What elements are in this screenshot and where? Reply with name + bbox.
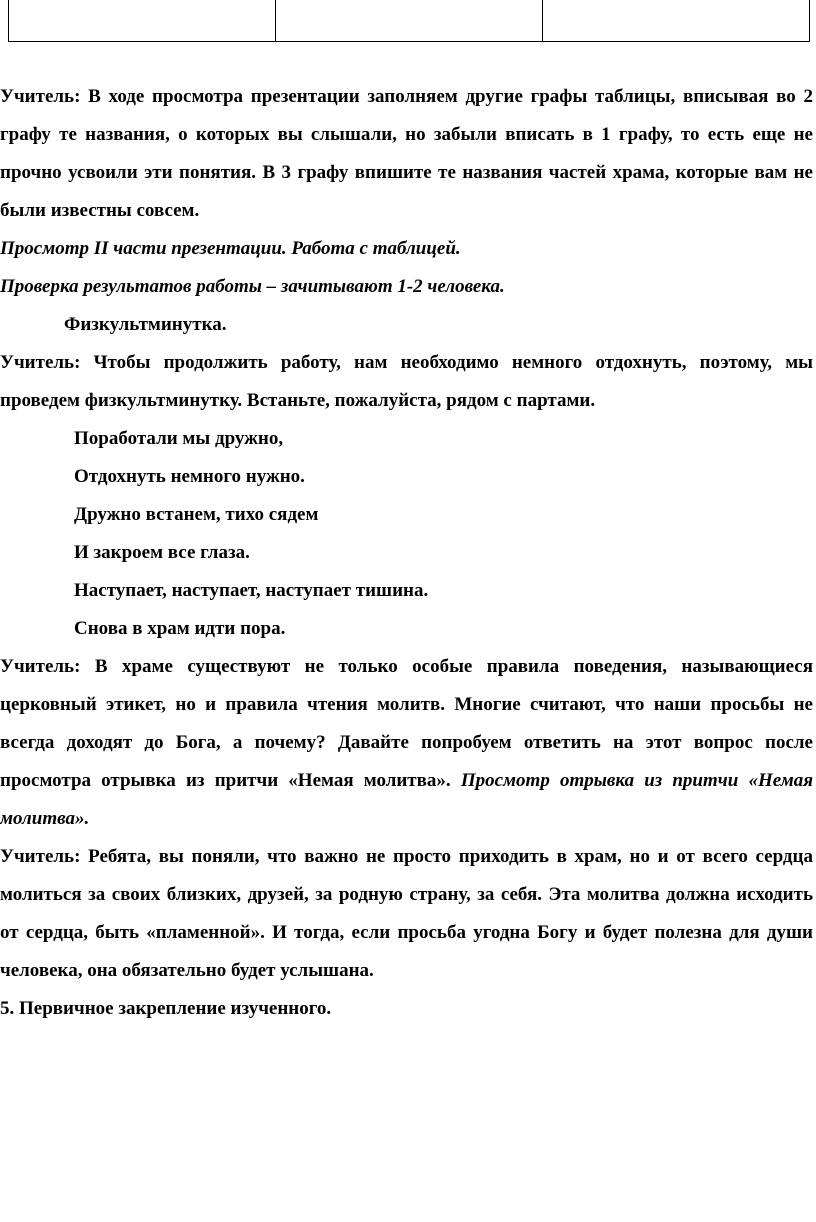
poem-line: Наступает, наступает, наступает тишина.: [74, 580, 429, 601]
heading-section-5: 5. Первичное закрепление изученного.: [0, 998, 332, 1019]
paragraph-text: В храме существуют не только особые правила поведения, называющиеся церковный этикет, но и правила чтения молитв. Многие считают, что наши просьбы не всегда доходят до Бога, а почему? Давайте попробуем ответить на этот вопрос после просмотра отрывка из притчи «Немая молитва».: [0, 656, 813, 791]
table-row: [9, 0, 810, 42]
document-body: [0, 78, 813, 1028]
table-bottom-row: [8, 0, 810, 42]
poem-line: Дружно встанем, тихо сядем: [74, 504, 319, 525]
instruction-check: Проверка результатов работы – зачитывают 1-2 человека.: [0, 276, 505, 297]
poem-line: Отдохнуть немного нужно.: [74, 466, 305, 487]
paragraph-teacher-prayer: [0, 648, 813, 838]
poem-line: И закроем все глаза.: [74, 542, 250, 563]
speaker-label: Учитель:: [0, 352, 81, 373]
instruction-parable: Просмотр отрывка из притчи «Немая молитва».: [0, 770, 814, 829]
poem-line: Поработали мы дружно,: [74, 428, 284, 449]
paragraph-text: В ходе просмотра презентации заполняем другие графы таблицы, вписывая во 2 графу те названия, о которых вы слышали, но забыли вписать в 1 графу, то есть еще не прочно усвоили эти понятия. В 3 графу впишите те названия частей храма, которые вам не были известны совсем.: [0, 86, 813, 221]
paragraph-teacher-table: [0, 78, 813, 230]
paragraph-teacher-rest: [0, 344, 813, 420]
table-cell-1: [9, 0, 276, 42]
paragraph-teacher-heart: [0, 838, 813, 990]
instruction-presentation: Просмотр II части презентации. Работа с таблицей.: [0, 238, 461, 259]
speaker-label: Учитель:: [0, 656, 81, 677]
paragraph-text: Чтобы продолжить работу, нам необходимо немного отдохнуть, поэтому, мы проведем физкультминутку. Встаньте, пожалуйста, рядом с партами.: [0, 352, 813, 411]
table-cell-3: [543, 0, 810, 42]
poem-line: Снова в храм идти пора.: [74, 618, 286, 639]
paragraph-text: Ребята, вы поняли, что важно не просто приходить в храм, но и от всего сердца молиться за своих близких, друзей, за родную страну, за себя. Эта молитва должна исходить от сердца, быть «пламенной». И тогда, если просьба угодна Богу и будет полезна для души человека, она обязательно будет услышана.: [0, 846, 813, 981]
heading-fizkultminutka: Физкультминутка.: [64, 314, 227, 335]
speaker-label: Учитель:: [0, 846, 81, 867]
table-cell-2: [276, 0, 543, 42]
speaker-label: Учитель:: [0, 86, 81, 107]
